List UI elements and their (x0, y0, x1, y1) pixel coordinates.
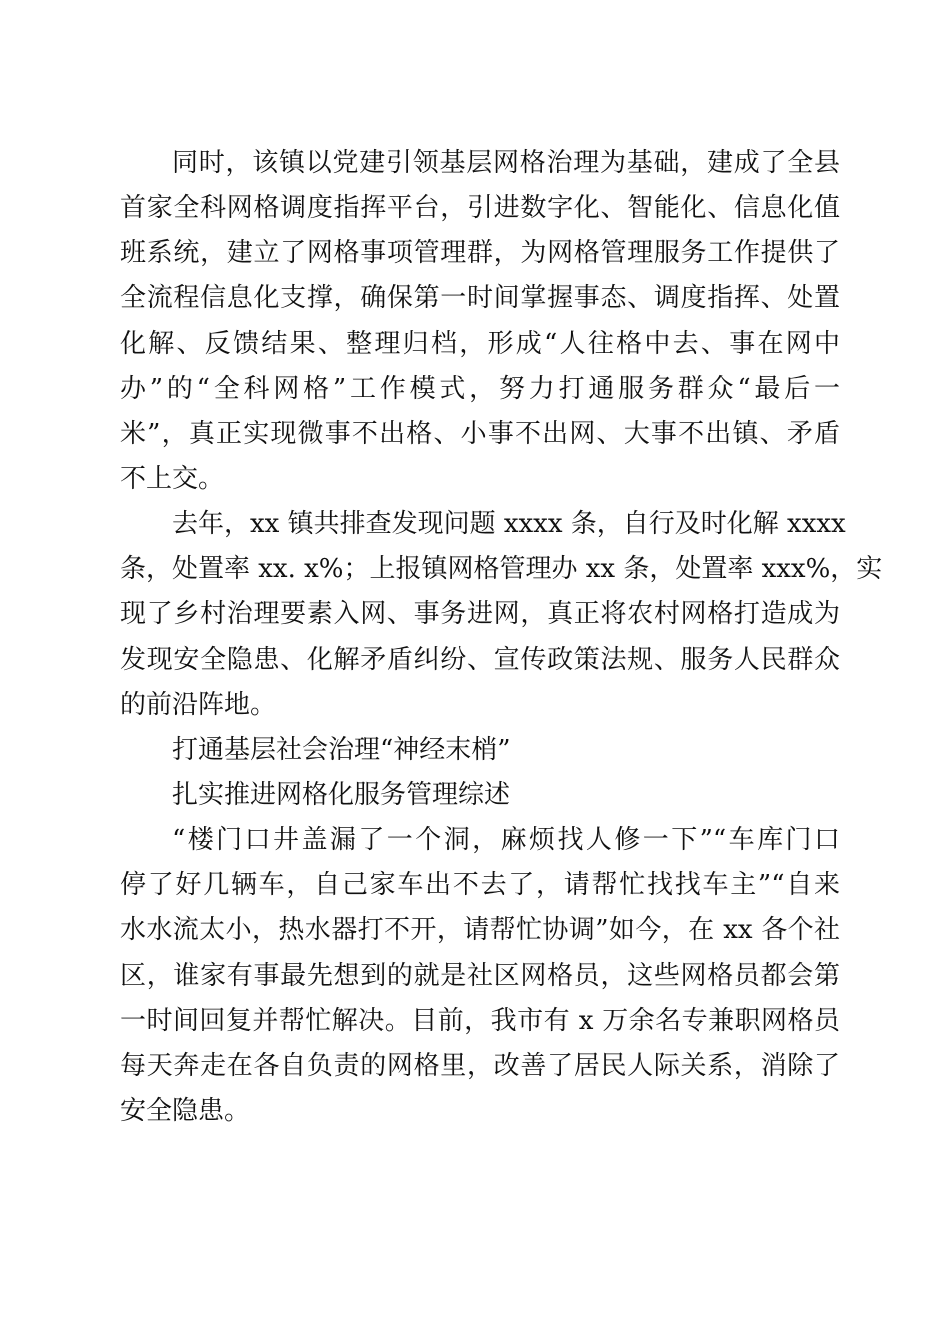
paragraph-1-line-6: 办”的“全科网格”工作模式，努力打通服务群众“最后一 (120, 374, 840, 404)
paragraph-2-line-3: 现了乡村治理要素入网、事务进网，真正将农村网格打造成为 (120, 599, 840, 629)
paragraph-3-line-5: 一时间回复并帮忙解决。目前，我市有 x 万余名专兼职网格员 (120, 1006, 840, 1036)
paragraph-2-line-5: 的前沿阵地。 (120, 690, 277, 720)
paragraph-2-line-4: 发现安全隐患、化解矛盾纠纷、宣传政策法规、服务人民群众 (120, 645, 840, 675)
paragraph-1-line-4: 全流程信息化支撑，确保第一时间掌握事态、调度指挥、处置 (120, 283, 840, 313)
paragraph-1-line-7: 米”，真正实现微事不出格、小事不出网、大事不出镇、矛盾 (120, 419, 840, 449)
paragraph-3-line-3: 水水流太小，热水器打不开，请帮忙协调”如今，在 xx 各个社 (120, 915, 840, 945)
subheading-line: 扎实推进网格化服务管理综述 (172, 780, 511, 810)
paragraph-2-line-1: 去年，xx 镇共排查发现问题 xxxx 条，自行及时化解 xxxx (172, 509, 846, 539)
paragraph-3-line-2: 停了好几辆车，自己家车出不去了，请帮忙找找车主”“自来 (120, 870, 840, 900)
paragraph-1-line-3: 班系统，建立了网格事项管理群，为网格管理服务工作提供了 (120, 238, 840, 268)
heading-line: 打通基层社会治理“神经末梢” (172, 735, 511, 765)
paragraph-1-line-8: 不上交。 (120, 464, 225, 494)
paragraph-2-line-2: 条，处置率 xx. x%；上报镇网格管理办 xx 条，处置率 xxx%，实 (120, 554, 883, 584)
paragraph-1-line-1: 同时，该镇以党建引领基层网格治理为基础，建成了全县 (172, 148, 840, 178)
paragraph-3-line-7: 安全隐患。 (120, 1096, 251, 1126)
paragraph-3-line-6: 每天奔走在各自负责的网格里，改善了居民人际关系，消除了 (120, 1051, 840, 1081)
paragraph-3-line-1: “楼门口井盖漏了一个洞，麻烦找人修一下”“车库门口 (172, 825, 840, 855)
paragraph-1-line-5: 化解、反馈结果、整理归档，形成“人往格中去、事在网中 (120, 329, 840, 359)
paragraph-3-line-4: 区，谁家有事最先想到的就是社区网格员，这些网格员都会第 (120, 961, 840, 991)
paragraph-1-line-2: 首家全科网格调度指挥平台，引进数字化、智能化、信息化值 (120, 193, 840, 223)
